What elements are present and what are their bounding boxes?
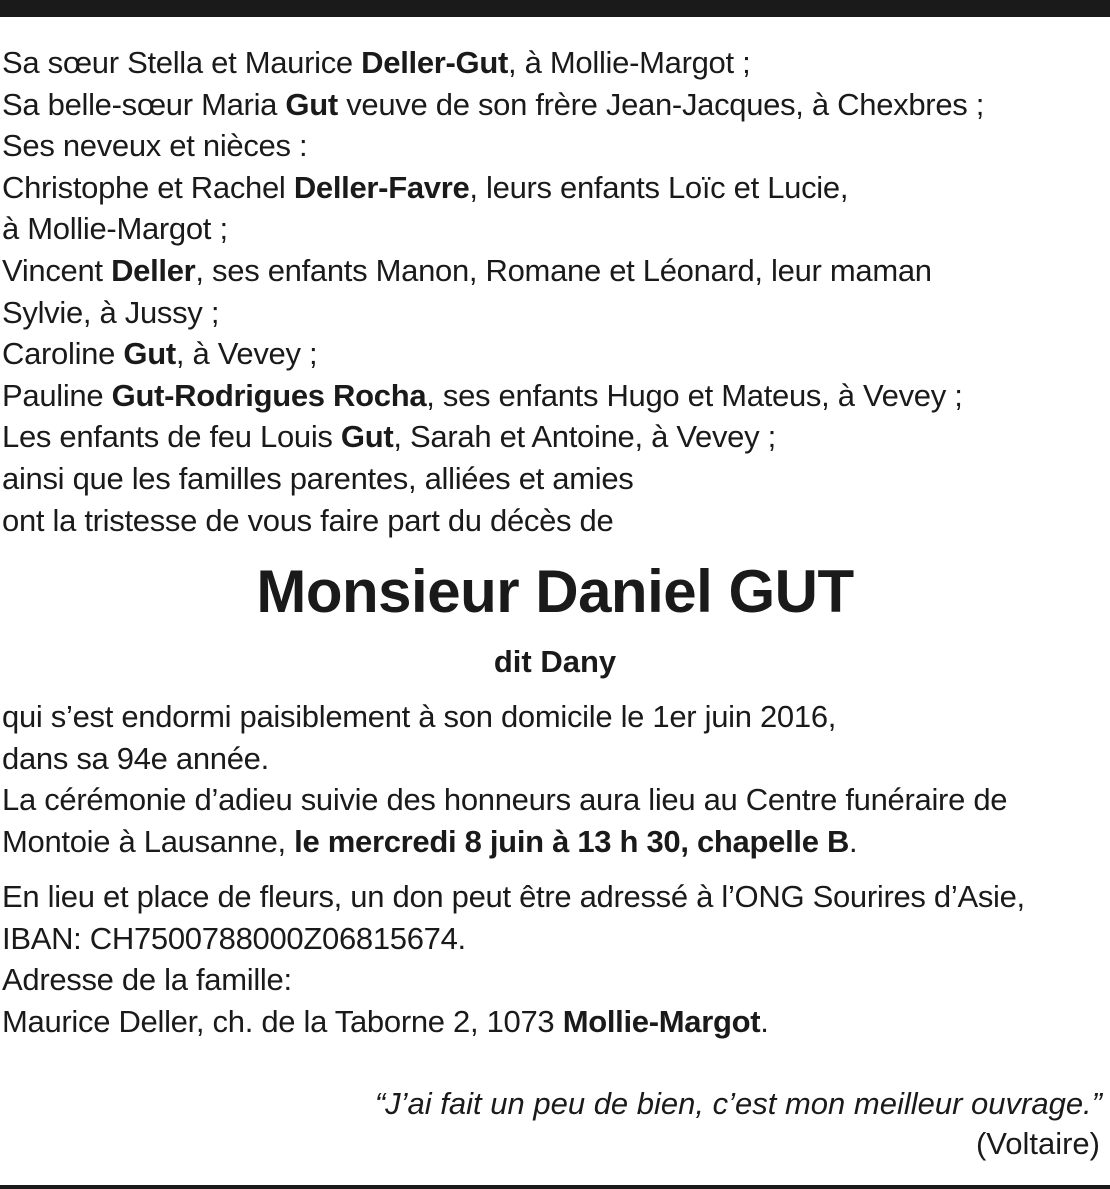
family-line: Vincent Deller, ses enfants Manon, Romane et Léonard, leur maman [2,252,932,288]
donation-line: IBAN: CH7500788000Z06815674. [2,920,466,956]
bottom-rule [0,1185,1110,1189]
ceremony-details [2,696,1106,862]
quote-author: (Voltaire) [975,1126,1100,1161]
deceased-name: Monsieur Daniel GUT [256,558,854,625]
quote-text: “J’ai fait un peu de bien, c’est mon meilleur ouvrage.” [374,1086,1102,1121]
donation-line: Adresse de la famille: [2,962,292,998]
family-list [2,42,1106,541]
deceased-nickname: dit Dany [493,644,617,679]
donation-details [2,876,1106,1042]
ceremony-line: dans sa 94e année. [2,740,269,776]
top-rule [0,0,1110,17]
donation-line: En lieu et place de fleurs, un don peut être adressé à l’ONG Sourires d’Asie, [2,879,1025,914]
family-line: à Mollie-Margot ; [2,211,228,247]
family-line: Les enfants de feu Louis Gut, Sarah et Antoine, à Vevey ; [2,419,776,455]
donation-line: Maurice Deller, ch. de la Taborne 2, 1073 Mollie-Margot. [2,1003,769,1039]
ceremony-line: qui s’est endormi paisiblement à son domicile le 1er juin 2016, [2,699,837,734]
ceremony-line: Montoie à Lausanne, le mercredi 8 juin à 13 h 30, chapelle B. [2,823,858,859]
family-line: ont la tristesse de vous faire part du décès de [2,502,614,538]
family-line: ainsi que les familles parentes, alliées et amies [2,460,634,496]
family-line: Sylvie, à Jussy ; [2,294,220,330]
ceremony-line: La cérémonie d’adieu suivie des honneurs aura lieu au Centre funéraire de [2,782,1008,818]
family-line: Caroline Gut, à Vevey ; [2,336,318,372]
family-line: Pauline Gut-Rodrigues Rocha, ses enfants Hugo et Mateus, à Vevey ; [2,377,963,413]
family-line: Sa belle-sœur Maria Gut veuve de son frère Jean-Jacques, à Chexbres ; [2,86,985,122]
family-line: Ses neveux et nièces : [2,128,308,164]
family-line: Christophe et Rachel Deller-Favre, leurs enfants Loïc et Lucie, [2,169,849,205]
family-line: Sa sœur Stella et Maurice Deller-Gut, à Mollie-Margot ; [2,45,751,80]
